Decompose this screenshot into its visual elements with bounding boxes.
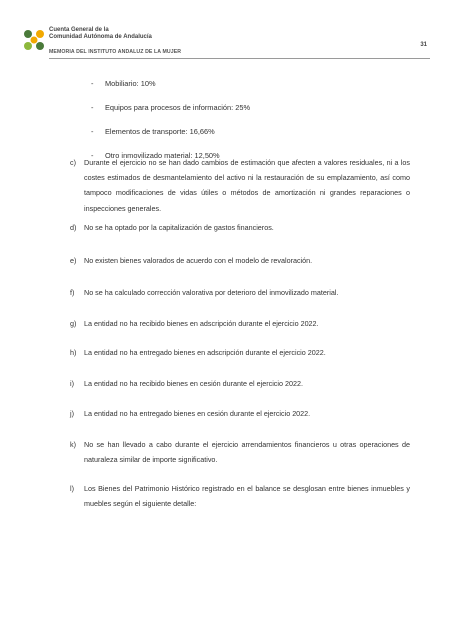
item-marker: h) xyxy=(70,348,77,357)
bullet-dash: - xyxy=(91,151,94,160)
list-item-text: Elementos de transporte: 16,66% xyxy=(105,127,215,136)
header-divider xyxy=(49,58,430,59)
item-text: Durante el ejercicio no se han dado cambios de estimación que afecten a valores residuales, ni a los costes estimados de desmantelamiento del activo ni la restauración de su emplazamiento, así como tampoco modificaciones de vidas útiles o métodos de amortización ni grandes reparaciones o inspecciones generales. xyxy=(84,158,410,213)
document-header xyxy=(22,22,430,62)
item-text: La entidad no ha recibido bienes en cesión durante el ejercicio 2022. xyxy=(84,379,303,388)
item-marker: i) xyxy=(70,379,74,388)
header-org-title xyxy=(49,27,152,41)
item-text: No se ha calculado corrección valorativa por deterioro del inmovilizado material. xyxy=(84,288,339,297)
header-subtitle: MEMORIA DEL INSTITUTO ANDALUZ DE LA MUJER xyxy=(49,49,182,55)
paragraph-item-l xyxy=(70,481,410,511)
paragraph-item-h xyxy=(70,345,410,360)
item-text: La entidad no ha entregado bienes en cesión durante el ejercicio 2022. xyxy=(84,409,311,418)
page-number: 31 xyxy=(420,42,427,48)
paragraph-item-f xyxy=(70,285,410,300)
item-marker: f) xyxy=(70,288,75,297)
item-marker: g) xyxy=(70,319,77,328)
item-text: La entidad no ha entregado bienes en adscripción durante el ejercicio 2022. xyxy=(84,348,326,357)
item-marker: j) xyxy=(70,409,74,418)
paragraph-item-i xyxy=(70,376,410,391)
item-marker: k) xyxy=(70,440,76,449)
item-text: Los Bienes del Patrimonio Histórico registrado en el balance se desglosan entre bienes inmuebles y muebles según el siguiente detalle: xyxy=(84,484,410,509)
item-text: No se ha optado por la capitalización de gastos financieros. xyxy=(84,223,274,232)
paragraph-item-d xyxy=(70,220,410,235)
header-org-line1: Cuenta General de la xyxy=(49,27,109,33)
item-marker: l) xyxy=(70,484,74,493)
paragraph-item-k xyxy=(70,437,410,467)
item-text: No se han llevado a cabo durante el ejercicio arrendamientos financieros u otras operaciones de naturaleza similar de importe significativo. xyxy=(84,440,410,465)
item-marker: c) xyxy=(70,158,76,167)
junta-andalucia-logo-icon xyxy=(22,28,46,52)
list-item-text: Mobiliario: 10% xyxy=(105,79,156,88)
paragraph-item-c xyxy=(70,155,410,216)
item-marker: e) xyxy=(70,256,77,265)
item-text: No existen bienes valorados de acuerdo con el modelo de revaloración. xyxy=(84,256,313,265)
list-item xyxy=(91,128,410,136)
bullet-dash: - xyxy=(91,79,94,88)
bullet-dash: - xyxy=(91,103,94,112)
item-marker: d) xyxy=(70,223,77,232)
list-item-text: Equipos para procesos de información: 25% xyxy=(105,103,251,112)
header-org-line2: Comunidad Autónoma de Andalucía xyxy=(49,34,152,40)
item-text: La entidad no ha recibido bienes en adscripción durante el ejercicio 2022. xyxy=(84,319,319,328)
list-item-text: Otro inmovilizado material: 12,50% xyxy=(105,151,220,160)
bullet-dash: - xyxy=(91,127,94,136)
list-item xyxy=(91,80,410,88)
paragraph-item-j xyxy=(70,406,410,421)
depreciation-rate-list xyxy=(91,80,410,160)
list-item xyxy=(91,104,410,112)
paragraph-item-e xyxy=(70,253,410,268)
paragraph-item-g xyxy=(70,316,410,331)
